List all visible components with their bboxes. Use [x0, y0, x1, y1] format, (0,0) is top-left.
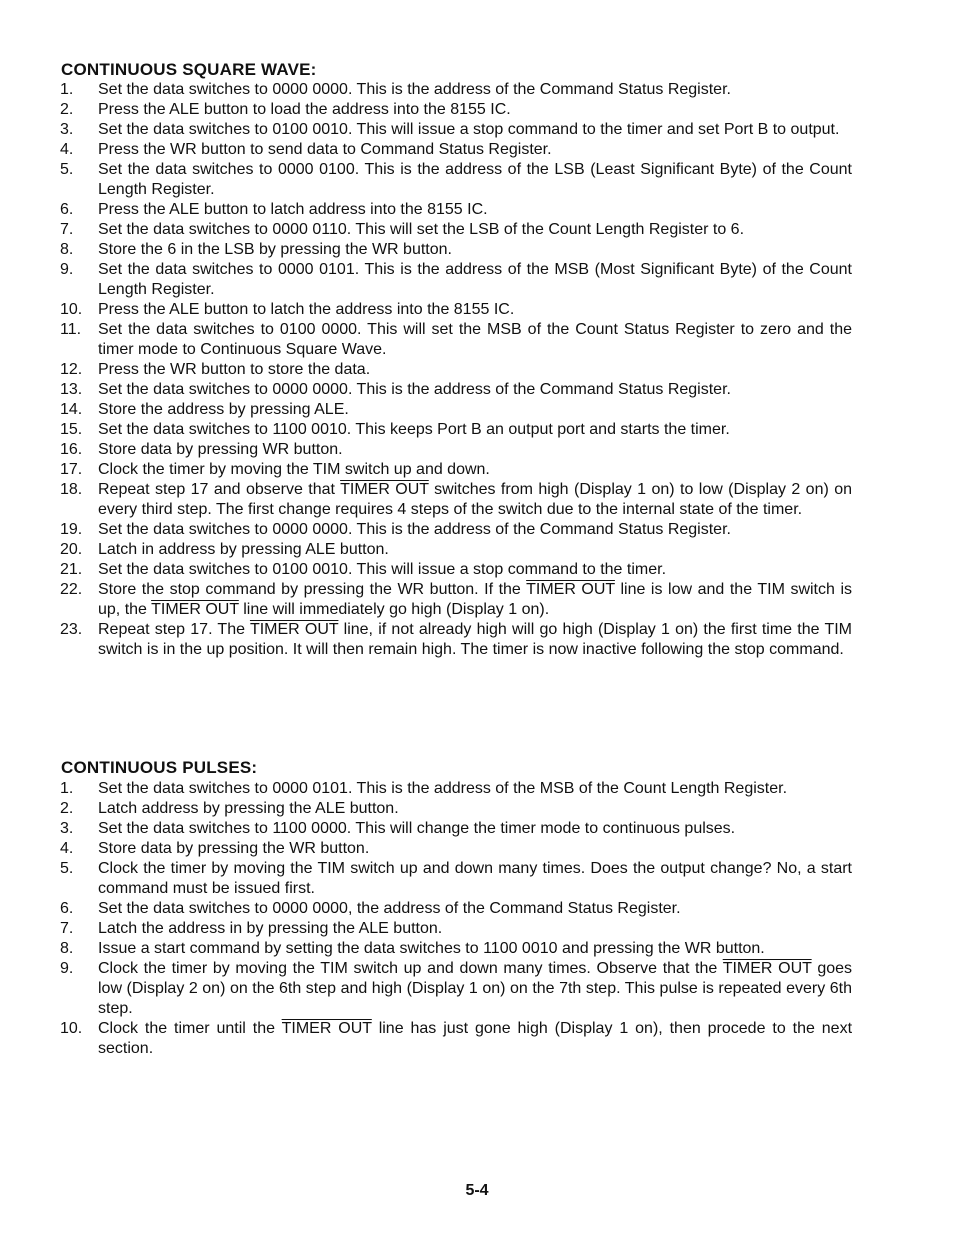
step-text: Clock the timer by moving the TIM switch up and down many times. Does the output change? No, a start command must be issued first. — [98, 860, 852, 897]
step-number: 13. — [60, 381, 83, 398]
step-item — [0, 380, 954, 400]
step-item — [0, 80, 954, 100]
step-item — [0, 899, 954, 919]
step-number: 16. — [60, 441, 83, 458]
overlined-signal-name: TIMER OUT — [249, 621, 339, 638]
text-segment: goes low (Display 2 on) on the 6th step and high (Display 1 on) on the 7th step. This pulse is repeated every 6th step. — [98, 960, 853, 1017]
text-segment: Repeat step 17 and observe that — [98, 481, 341, 498]
step-number: 9. — [60, 261, 74, 278]
step-text — [98, 959, 852, 1019]
step-number: 3. — [60, 820, 74, 837]
step-text: Set the data switches to 0100 0000. This will set the MSB of the Count Status Register to zero and the timer mode to Continuous Square Wave. — [98, 321, 852, 358]
text-segment: Clock the timer by moving the TIM switch up and down many times. Observe that the — [98, 960, 723, 977]
step-text: Set the data switches to 0000 0000. This is the address of the Command Status Register. — [98, 81, 731, 98]
step-item — [0, 220, 954, 240]
step-number: 5. — [60, 860, 74, 877]
step-item — [0, 819, 954, 839]
step-number: 15. — [60, 421, 83, 438]
step-text: Store data by pressing WR button. — [98, 441, 343, 458]
text-segment: switches from high (Display 1 on) to low (Display 2 on) on every third step. The first change requires 4 steps of the switch due to the internal state of the timer. — [98, 481, 853, 518]
step-number: 2. — [60, 101, 74, 118]
step-number: 21. — [60, 561, 83, 578]
square-wave-steps — [0, 80, 954, 660]
step-number: 10. — [60, 1020, 83, 1037]
overlined-signal-name: TIMER OUT — [526, 581, 615, 598]
step-item — [0, 620, 954, 660]
step-item — [0, 1019, 954, 1059]
step-item — [0, 120, 954, 140]
step-item — [0, 260, 954, 300]
step-item — [0, 859, 954, 899]
step-number: 7. — [60, 920, 74, 937]
step-text: Set the data switches to 1100 0000. This will change the timer mode to continuous pulses. — [98, 820, 736, 837]
overlined-signal-name: TIMER OUT — [281, 1020, 372, 1037]
step-text: Store data by pressing the WR button. — [98, 840, 370, 857]
text-segment: line has just gone high (Display 1 on), then procede to the next section. — [98, 1020, 853, 1057]
step-text: Set the data switches to 0100 0010. This will issue a stop command to the timer and set Port B to output. — [98, 121, 840, 138]
step-item — [0, 460, 954, 480]
step-text: Press the ALE button to latch the address into the 8155 IC. — [98, 301, 515, 318]
step-text — [98, 580, 852, 620]
step-text: Store the address by pressing ALE. — [98, 401, 349, 418]
step-item — [0, 520, 954, 540]
overlined-signal-name: TIMER OUT — [340, 481, 429, 498]
step-text: Clock the timer by moving the TIM switch up and down. — [98, 461, 490, 478]
step-text: Set the data switches to 0000 0000. This is the address of the Command Status Register. — [98, 381, 731, 398]
step-number: 6. — [60, 201, 74, 218]
step-number: 6. — [60, 900, 74, 917]
step-item — [0, 400, 954, 420]
section-heading-square-wave: CONTINUOUS SQUARE WAVE: — [61, 60, 317, 79]
step-item — [0, 300, 954, 320]
text-segment: line is low and the TIM switch is up, the — [98, 581, 853, 618]
step-number: 1. — [60, 780, 74, 797]
step-text: Press the WR button to send data to Command Status Register. — [98, 141, 552, 158]
step-item — [0, 779, 954, 799]
step-item — [0, 919, 954, 939]
step-item — [0, 560, 954, 580]
step-number: 14. — [60, 401, 83, 418]
step-text: Set the data switches to 0000 0100. This is the address of the LSB (Least Significant Byte) of the Count Length Register. — [98, 161, 852, 198]
step-text: Press the WR button to store the data. — [98, 361, 371, 378]
step-text — [98, 1019, 852, 1059]
step-item — [0, 939, 954, 959]
text-segment: Repeat step 17. The — [98, 621, 250, 638]
step-number: 10. — [60, 301, 83, 318]
step-item — [0, 360, 954, 380]
step-text: Set the data switches to 0100 0010. This will issue a stop command to the timer. — [98, 561, 667, 578]
step-item — [0, 959, 954, 1019]
step-item — [0, 540, 954, 560]
step-text — [98, 480, 852, 520]
text-segment: Clock the timer until the — [98, 1020, 282, 1037]
step-text: Set the data switches to 0000 0101. This is the address of the MSB (Most Significant Byte) of the Count Length Register. — [98, 261, 852, 298]
step-text — [98, 620, 852, 660]
step-item — [0, 200, 954, 220]
step-text: Press the ALE button to load the address into the 8155 IC. — [98, 101, 511, 118]
overlined-signal-name: TIMER OUT — [151, 601, 239, 618]
step-number: 19. — [60, 521, 83, 538]
step-text: Set the data switches to 0000 0000, the address of the Command Status Register. — [98, 900, 681, 917]
step-text: Latch the address in by pressing the ALE button. — [98, 920, 443, 937]
step-number: 11. — [60, 321, 82, 338]
step-item — [0, 160, 954, 200]
step-item — [0, 420, 954, 440]
step-number: 4. — [60, 840, 74, 857]
step-item — [0, 440, 954, 460]
step-number: 8. — [60, 241, 74, 258]
step-number: 18. — [60, 481, 83, 498]
step-number: 17. — [60, 461, 83, 478]
step-item — [0, 100, 954, 120]
text-segment: line will immediately go high (Display 1 on). — [238, 601, 550, 618]
step-number: 4. — [60, 141, 74, 158]
step-item — [0, 799, 954, 819]
continuous-pulses-steps — [0, 779, 954, 1059]
step-text: Press the ALE button to latch address into the 8155 IC. — [98, 201, 488, 218]
step-item — [0, 839, 954, 859]
step-item — [0, 320, 954, 360]
step-number: 9. — [60, 960, 74, 977]
step-number: 22. — [60, 581, 83, 598]
step-number: 20. — [60, 541, 83, 558]
step-item — [0, 140, 954, 160]
step-number: 7. — [60, 221, 74, 238]
section-heading-continuous-pulses: CONTINUOUS PULSES: — [61, 758, 258, 777]
step-number: 5. — [60, 161, 74, 178]
step-number: 8. — [60, 940, 74, 957]
step-number: 23. — [60, 621, 83, 638]
step-text: Latch in address by pressing ALE button. — [98, 541, 389, 558]
step-item — [0, 240, 954, 260]
step-number: 3. — [60, 121, 74, 138]
step-number: 1. — [60, 81, 74, 98]
step-text: Set the data switches to 1100 0010. This keeps Port B an output port and starts the timer. — [98, 421, 730, 438]
step-text: Issue a start command by setting the data switches to 1100 0010 and pressing the WR button. — [98, 940, 765, 957]
overlined-signal-name: TIMER OUT — [722, 960, 812, 977]
page-number: 5-4 — [465, 1182, 489, 1199]
step-text: Latch address by pressing the ALE button. — [98, 800, 399, 817]
step-item — [0, 480, 954, 520]
step-text: Set the data switches to 0000 0000. This is the address of the Command Status Register. — [98, 521, 731, 538]
step-text: Set the data switches to 0000 0101. This is the address of the MSB of the Count Length Register. — [98, 780, 788, 797]
text-segment: Store the stop command by pressing the WR button. If the — [98, 581, 527, 598]
step-text: Store the 6 in the LSB by pressing the WR button. — [98, 241, 452, 258]
step-number: 2. — [60, 800, 74, 817]
text-segment: line, if not already high will go high (Display 1 on) the first time the TIM switch is in the up position. It will then remain high. The timer is now inactive following the stop command. — [98, 621, 853, 658]
step-number: 12. — [60, 361, 83, 378]
step-item — [0, 580, 954, 620]
step-text: Set the data switches to 0000 0110. This will set the LSB of the Count Length Register to 6. — [98, 221, 745, 238]
